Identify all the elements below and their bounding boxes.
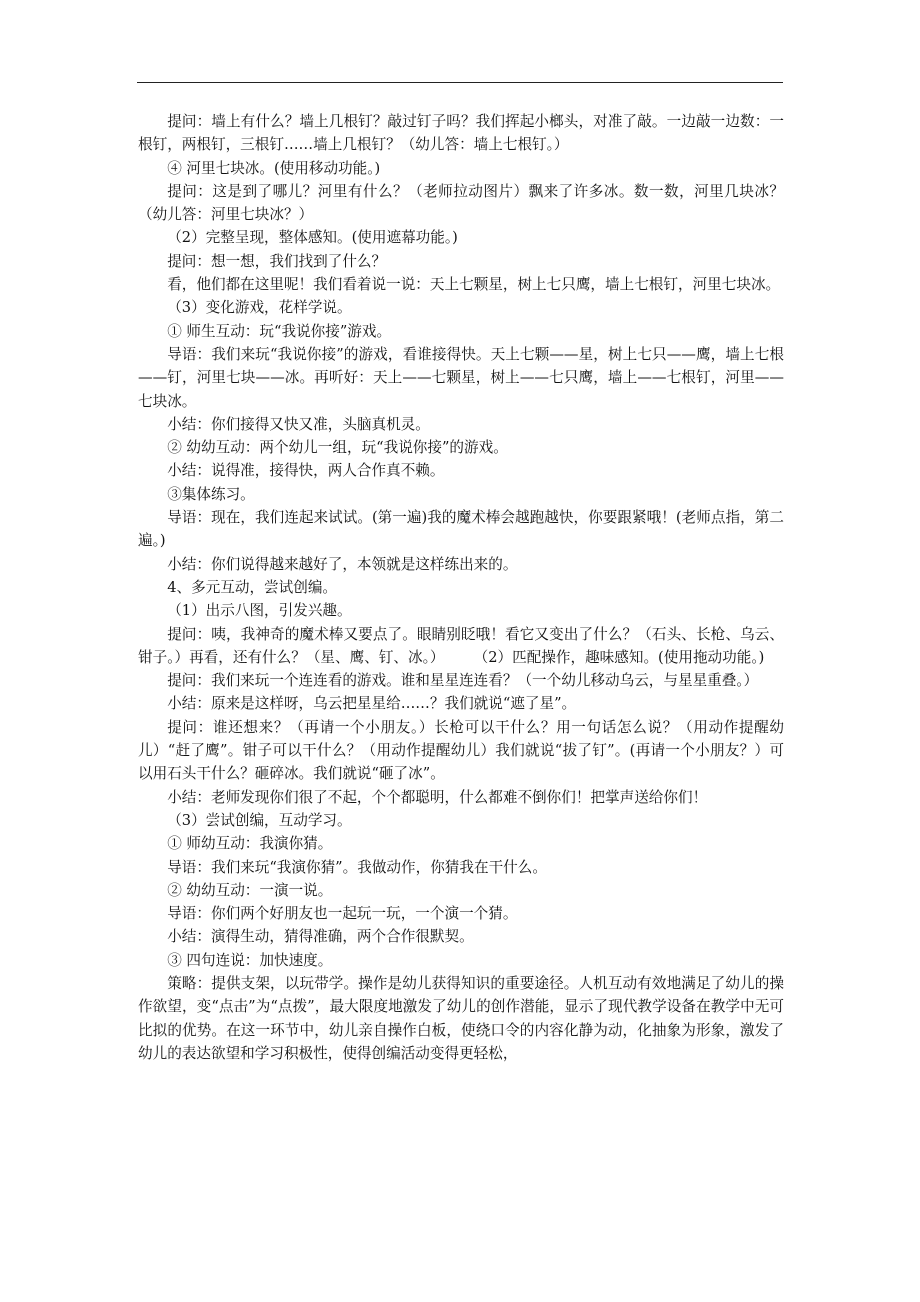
- paragraph: 看，他们都在这里呢！我们看着说一说：天上七颗星，树上七只鹰，墙上七根钉，河里七块冰。: [167, 276, 781, 294]
- paragraph: ① 师幼互动：我演你猜。: [167, 835, 333, 853]
- paragraph: ③集体练习。: [167, 485, 255, 503]
- paragraph: ④ 河里七块冰。(使用移动功能。): [167, 159, 381, 177]
- paragraph: 导语：我们来玩“我说你接”的游戏，看谁接得快。天上七颗——星，树上七只——鹰，墙上七根——钉，河里七块——冰。再听好：天上——七颗星，树上——七只鹰，墙上——七根钉，河里——七块冰。: [138, 345, 784, 410]
- paragraph: 提问：墙上有什么？墙上几根钉？敲过钉子吗？我们挥起小榔头，对准了敲。一边敲一边数：一根钉，两根钉，三根钉……墙上几根钉？（幼儿答：墙上七根钉。）: [138, 113, 784, 154]
- paragraph: 小结：说得准，接得快，两人合作真不赖。: [167, 462, 445, 480]
- paragraph: 导语：我们来玩“我演你猜”。我做动作，你猜我在干什么。: [167, 858, 547, 876]
- paragraph: 小结：你们说得越来越好了，本领就是这样练出来的。: [167, 555, 518, 573]
- paragraph: 导语：你们两个好朋友也一起玩一玩，一个演一个猜。: [167, 905, 518, 923]
- document-body: [138, 110, 784, 1065]
- paragraph: 策略：提供支架，以玩带学。操作是幼儿获得知识的重要途径。人机互动有效地满足了幼儿的操作欲望，变“点击”为“点拨”，最大限度地激发了幼儿的创作潜能，显示了现代教学设备在教学中无可比拟的优势。在这一环节中，幼儿亲自操作白板，使绕口令的内容化静为动，化抽象为形象，激发了幼儿的表达欲望和学习积极性，使得创编活动变得更轻松，: [138, 974, 784, 1062]
- paragraph: 提问：我们来玩一个连连看的游戏。谁和星星连连看？（一个幼儿移动乌云，与星星重叠。）: [167, 672, 759, 690]
- paragraph: 4、多元互动，尝试创编。: [167, 578, 338, 596]
- paragraph: （3）尝试创编，互动学习。: [167, 811, 352, 829]
- paragraph: 提问：这是到了哪儿？河里有什么？（老师拉动图片）飘来了许多冰。数一数，河里几块冰？（幼儿答：河里七块冰？）: [138, 182, 784, 224]
- paragraph: （3）变化游戏，花样学说。: [167, 299, 352, 317]
- paragraph: 提问：谁还想来？（再请一个小朋友。）长枪可以干什么？用一句话怎么说？（用动作提醒幼儿）“赶了鹰”。钳子可以干什么？（用动作提醒幼儿）我们就说“拔了钉”。(再请一个小朋友？）可以用石头干什么？砸碎冰。我们就说“砸了冰”。: [138, 718, 784, 783]
- paragraph: 导语：现在，我们连起来试试。(第一遍)我的魔术棒会越跑越快，你要跟紧哦！(老师点指，第二遍。): [138, 509, 784, 550]
- paragraph: 提问：想一想，我们找到了什么？: [167, 252, 387, 270]
- paragraph: 小结：演得生动，猜得准确，两个合作很默契。: [167, 928, 474, 946]
- header-rule: [137, 82, 783, 83]
- paragraph: 小结：原来是这样呀，乌云把星星给……？我们就说“遮了星”。: [167, 695, 577, 713]
- paragraph: （2）完整呈现，整体感知。(使用遮幕功能。): [167, 229, 458, 247]
- paragraph: ② 幼幼互动：两个幼儿一组，玩“我说你接”的游戏。: [167, 439, 508, 457]
- paragraph: 小结：你们接得又快又准，头脑真机灵。: [167, 415, 430, 433]
- paragraph: ① 师生互动：玩“我说你接”游戏。: [167, 322, 392, 340]
- paragraph: 提问：咦，我神奇的魔术棒又要点了。眼睛别眨哦！看它又变出了什么？（石头、长枪、乌云、钳子。）再看，还有什么？（星、鹰、钉、冰。） （2）匹配操作，趣味感知。(使用拖动功能。): [138, 625, 784, 666]
- paragraph: （1）出示八图，引发兴趣。: [167, 602, 352, 620]
- paragraph: 小结：老师发现你们很了不起，个个都聪明，什么都难不倒你们！把掌声送给你们！: [167, 788, 708, 806]
- paragraph: ② 幼幼互动：一演一说。: [167, 881, 333, 899]
- paragraph: ③ 四句连说：加快速度。: [167, 951, 333, 969]
